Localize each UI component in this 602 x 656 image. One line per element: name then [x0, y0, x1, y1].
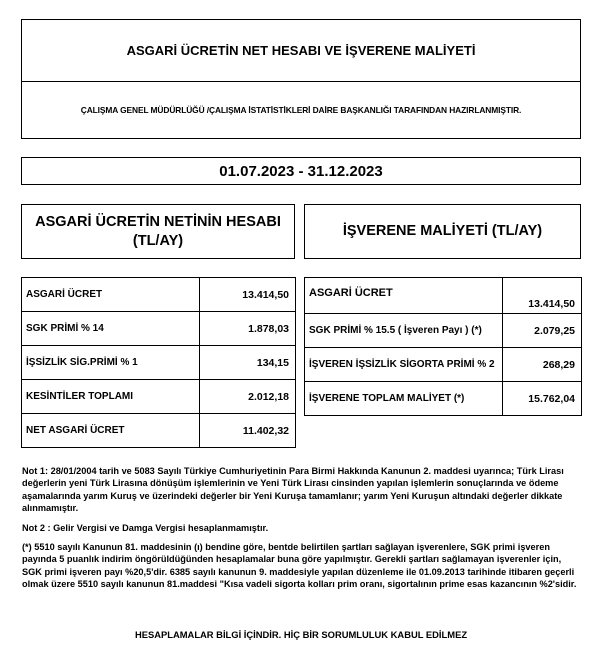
note-2: Not 2 : Gelir Vergisi ve Damga Vergisi hesaplanmamıştır.	[22, 522, 269, 533]
table-row	[305, 348, 582, 382]
net-table	[21, 277, 296, 448]
net-row-label: ASGARİ ÜCRET	[22, 278, 200, 312]
net-heading-line2: (TL/AY)	[132, 232, 184, 249]
note-3: (*) 5510 sayılı Kanunun 81. maddesinin (ı) bendine göre, bentde belirtilen şartları sağlayan işverenlere, SGK primi işveren payında 5 puanlık indirim öngörüldüğünden hesaplamalar buna göre yapılmıştır. Gerekli şartları sağlamayan işverenler için, SGK primi işveren payı %20,5'dir. 6385 sayılı kanunun 9. maddesiyle yapılan düzenleme ile 01.09.2013 tarihinde itibaren geçerli olmak üzere 5510 sayılı kanunun 81.maddesi "Kısa vadeli sigorta kolları prim oranı, sigortalının prime esas kazancının %2'sidir.	[22, 542, 577, 590]
net-row-label: İŞSİZLİK SİG.PRİMİ % 1	[22, 346, 200, 380]
table-row	[22, 278, 296, 312]
note-1: Not 1: 28/01/2004 tarih ve 5083 Sayılı Türkiye Cumhuriyetinin Para Birmi Hakkında Kanunun 2. maddesi uyarınca; Türk Lirası değerlerin yeni Türk Lirasına dönüşüm işlemlerinin ve Yeni Türk Lirası cinsinden yapılan işlemlerin sonuçlarında ve ödeme aşamalarında yarım Kuruş ve üzerindeki değerler bir Yeni Kuruşa tamamlanır; yarım Yeni Kuruşun altındaki değerler dikkate alınmamıştır.	[22, 466, 564, 514]
page-title-box	[21, 19, 581, 82]
net-row-value: 134,15	[200, 346, 296, 380]
table-row	[305, 278, 582, 314]
net-row-value: 11.402,32	[200, 414, 296, 448]
page-title: ASGARİ ÜCRETİN NET HESABI VE İŞVERENE MALİYETİ	[126, 43, 476, 58]
cost-row-value: 15.762,04	[503, 382, 582, 416]
period-label: 01.07.2023 - 31.12.2023	[219, 162, 383, 180]
cost-row-label: ASGARİ ÜCRET	[305, 278, 503, 314]
cost-heading: İŞVERENE MALİYETİ (TL/AY)	[342, 223, 543, 239]
net-row-value: 2.012,18	[200, 380, 296, 414]
cost-row-value: 268,29	[503, 348, 582, 382]
net-heading-line1: ASGARİ ÜCRETİN NETİNİN HESABI	[35, 213, 281, 230]
notes-section	[22, 465, 582, 591]
cost-row-label: İŞVERENE TOPLAM MALİYET (*)	[305, 382, 503, 416]
cost-section-heading	[304, 204, 581, 259]
net-section-heading	[21, 204, 295, 259]
net-row-label: SGK PRİMİ % 14	[22, 312, 200, 346]
cost-row-value: 2.079,25	[503, 314, 582, 348]
net-row-value: 13.414,50	[200, 278, 296, 312]
table-row	[22, 414, 296, 448]
table-row	[22, 346, 296, 380]
period-box	[21, 157, 581, 185]
table-row	[22, 312, 296, 346]
net-row-label: KESİNTİLER TOPLAMI	[22, 380, 200, 414]
disclaimer: HESAPLAMALAR BİLGİ İÇİNDİR. HİÇ BİR SORUMLULUK KABUL EDİLMEZ	[134, 629, 468, 640]
cost-row-value: 13.414,50	[503, 278, 582, 314]
net-row-label: NET ASGARİ ÜCRET	[22, 414, 200, 448]
table-row	[305, 314, 582, 348]
net-row-value: 1.878,03	[200, 312, 296, 346]
subtitle-box	[21, 81, 581, 139]
table-row	[22, 380, 296, 414]
cost-row-label: SGK PRİMİ % 15.5 ( İşveren Payı ) (*)	[305, 314, 503, 348]
table-row	[305, 382, 582, 416]
cost-table	[304, 277, 582, 416]
cost-row-label: İŞVEREN İŞSİZLİK SİGORTA PRİMİ % 2	[305, 348, 503, 382]
subtitle: ÇALIŞMA GENEL MÜDÜRLÜĞÜ /ÇALIŞMA İSTATİSTİKLERİ DAİRE BAŞKANLIĞI TARAFINDAN HAZIRLANMIŞTIR.	[80, 105, 522, 115]
